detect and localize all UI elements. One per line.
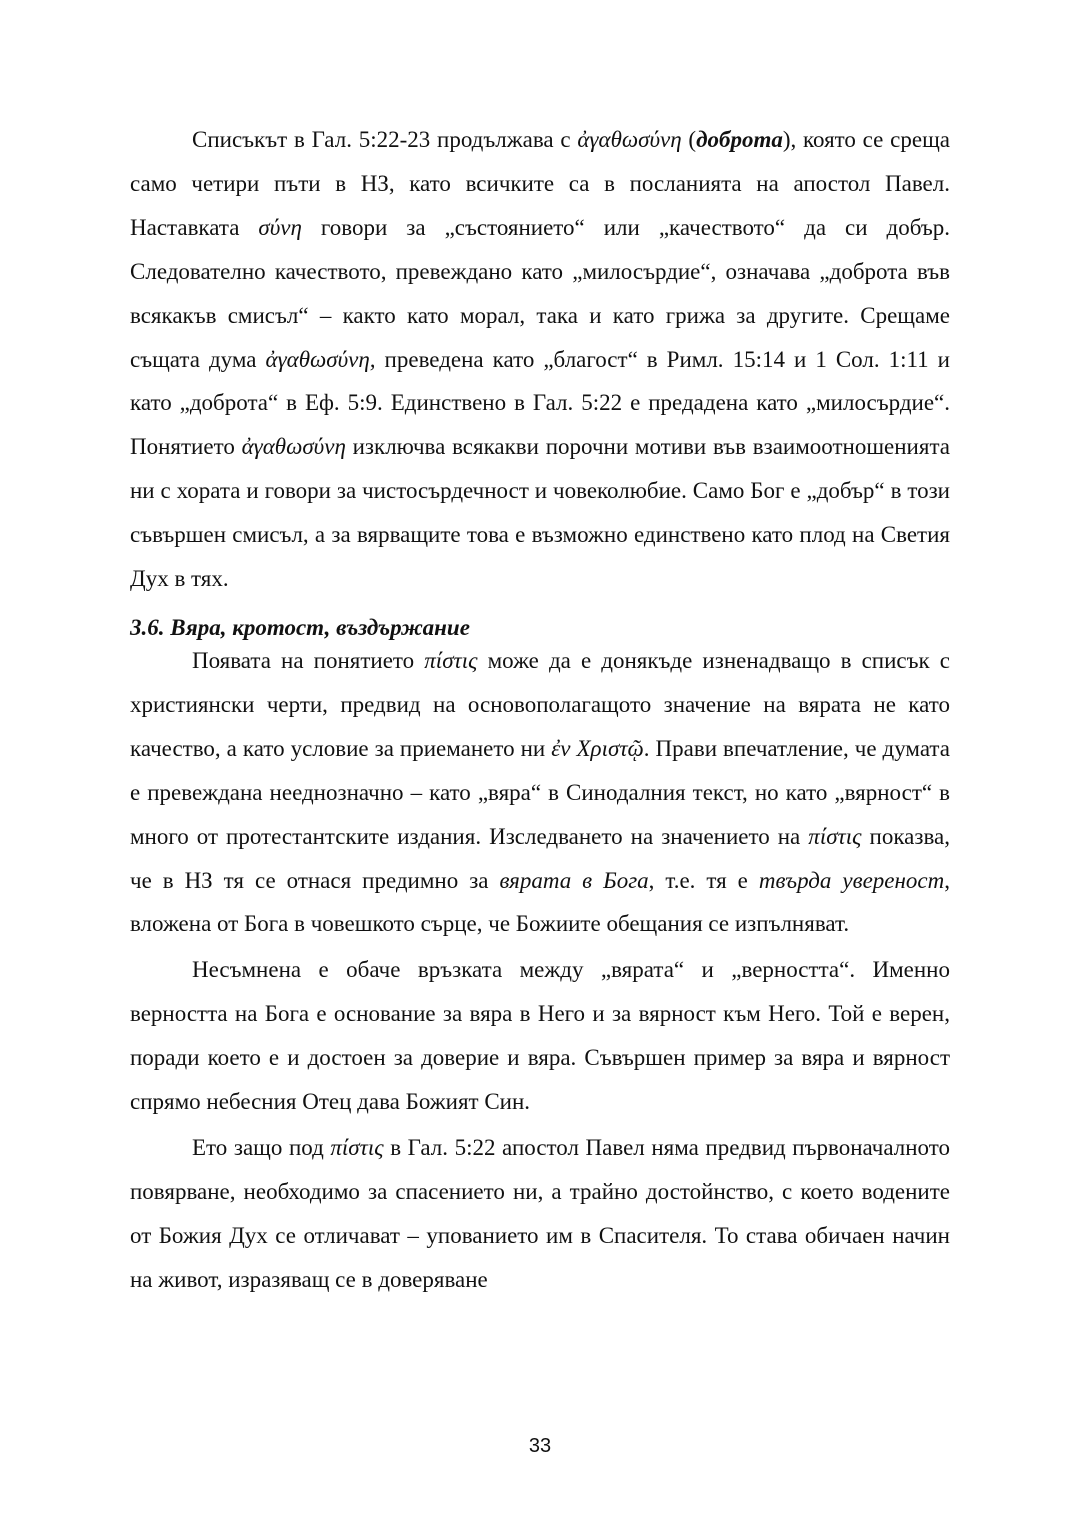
text-run: говори за „състоянието“ или „качеството“ да си добър. Следователно качеството, превеждано като „милосърдие“, означава „доброта във всякакъв смисъл“ – както като морал, така и като грижа за другите. Срещаме същата дума — [130, 214, 950, 372]
greek-term: πίστις — [424, 647, 478, 673]
greek-term: πίστις — [330, 1134, 384, 1160]
text-run: Ето защо под — [192, 1134, 331, 1160]
section-gap — [130, 601, 950, 615]
text-run: показва, че в НЗ тя се отнася предимно за — [130, 823, 950, 893]
text-run: . Прави впечатление, че думата е превеждана нееднозначно – като „вяра“ в Синодалния текст, но като „вярност“ в много от протестантските издания. Изследването на значението на — [130, 735, 950, 849]
text-run: , вложена от Бога в човешкото сърце, че Божиите обещания се изпълняват. — [130, 867, 950, 937]
greek-term: ἀγαθωσύνη, — [265, 346, 376, 372]
greek-term: σύνη — [258, 214, 302, 240]
greek-term: πίστις — [808, 823, 862, 849]
section-heading: 3.6. Вяра, кротост, въздържание — [130, 614, 470, 640]
text-run: ), която се среща само четири пъти в НЗ, като всичките са в посланията на апостол Павел. Наставката — [130, 127, 950, 240]
italic-term: вярата в Бога — [499, 867, 649, 893]
paragraph-faithfulness: Несъмнена е обаче връзката между „вярата“ и „верността“. Именно верността на Бога е основание за вяра в Него и за вярност към Него. Той е верен, поради което е и достоен за доверие и вяра. Съвършен пример за вяра и вярност спрямо небесния Отец дава Божият Син. — [130, 957, 950, 1115]
document-page — [130, 118, 950, 1302]
text-run: изключва всякакви порочни мотиви във взаимоотношенията ни с хората и говори за чистосърдечност и човеколюбие. Само Бог е „добър“ в този съвършен смисъл, а за вярващите това е възможно единствено като плод на Светия Дух в тях. — [130, 434, 950, 592]
text-run: в Гал. 5:22 апостол Павел няма предвид първоначалното повярване, необходимо за спасението ни, а трайно достойнство, с което водените от Божия Дух се отличават – упованието им в Спасителя. То става обичаен начин на живот, изразяващ се в доверяване — [130, 1134, 950, 1292]
text-run: може да е донякъде изненадващо в списък с християнски черти, предвид на основополагащото значение на вярата не като качество, а като условие за приемането ни — [130, 647, 950, 761]
greek-term: ἐν Χριστῷ — [551, 735, 644, 761]
greek-term: ἀγαθωσύνη — [577, 127, 682, 152]
text-run: , т.е. тя е — [648, 867, 759, 893]
page-number: 33 — [528, 1435, 552, 1457]
text-run: преведена като „благост“ в Римл. 15:14 и 1 Сол. 1:11 и като „доброта“ в Еф. 5:9. Единствено в Гал. 5:22 е предадена като „милосърдие“. Понятието — [130, 346, 950, 460]
italic-term: твърда увереност — [758, 867, 945, 893]
paragraph-trust — [130, 1126, 950, 1302]
text-run: Списъкът в Гал. 5:22-23 продължава с — [192, 127, 578, 152]
greek-term: ἀγαθωσύνη — [241, 434, 346, 460]
bold-term: доброта — [696, 127, 783, 152]
text-run: Появата на понятието — [192, 647, 425, 673]
text-run: ( — [681, 127, 697, 152]
paragraph-agathosyne — [130, 118, 950, 601]
paragraph-pistis — [130, 639, 950, 946]
